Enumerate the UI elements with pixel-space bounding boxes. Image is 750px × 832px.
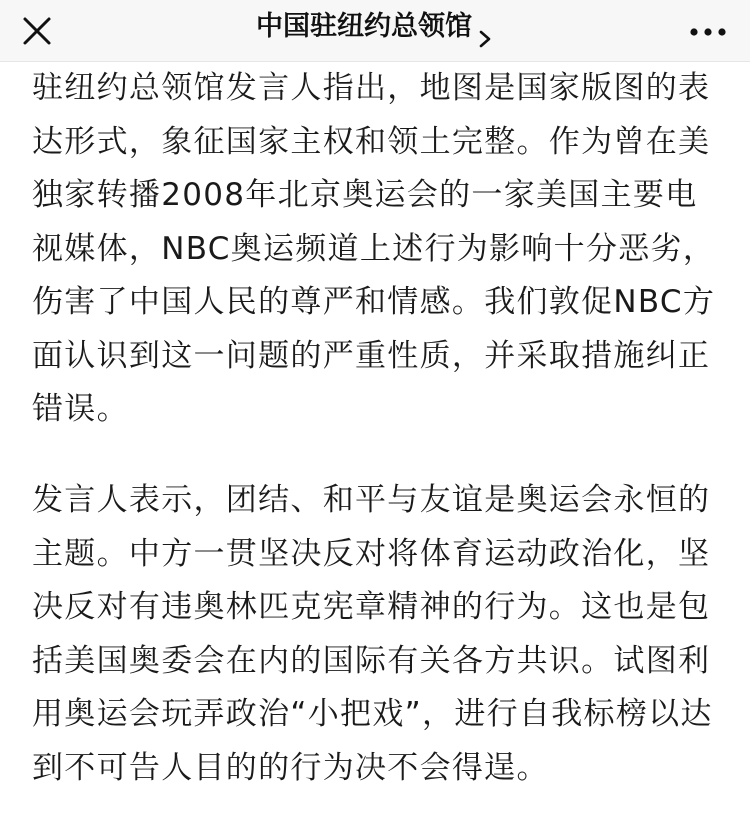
more-options-button[interactable] (684, 12, 732, 52)
article-body (0, 62, 750, 832)
account-name-link[interactable] (150, 0, 600, 62)
article-paragraph-2: 发言人表示，团结、和平与友谊是奥运会永恒的主题。中方一贯坚决反对将体育运动政治化，坚决反对有违奥林匹克宪章精神的行为。这也是包括美国奥委会在内的国际有关各方共识。试图利用奥运会玩弄政治“小把戏”，进行自我标榜以达到不可告人目的的行为决不会得逞。 (32, 482, 713, 786)
page-title: 中国驻纽约总领馆 (256, 11, 472, 42)
chevron-right-icon (476, 15, 494, 37)
top-navigation-bar (0, 0, 750, 62)
close-icon (14, 8, 60, 54)
article-paragraph-1: 驻纽约总领馆发言人指出，地图是国家版图的表达形式，象征国家主权和领土完整。作为曾在美独家转播2008年北京奥运会的一家美国主要电视媒体，NBC奥运频道上述行为影响十分恶劣，伤害了中国人民的尊严和情感。我们敦促NBC方面认识到这一问题的严重性质，并采取措施纠正错误。 (32, 70, 716, 427)
close-button[interactable] (14, 8, 60, 54)
more-horizontal-icon (684, 12, 732, 52)
